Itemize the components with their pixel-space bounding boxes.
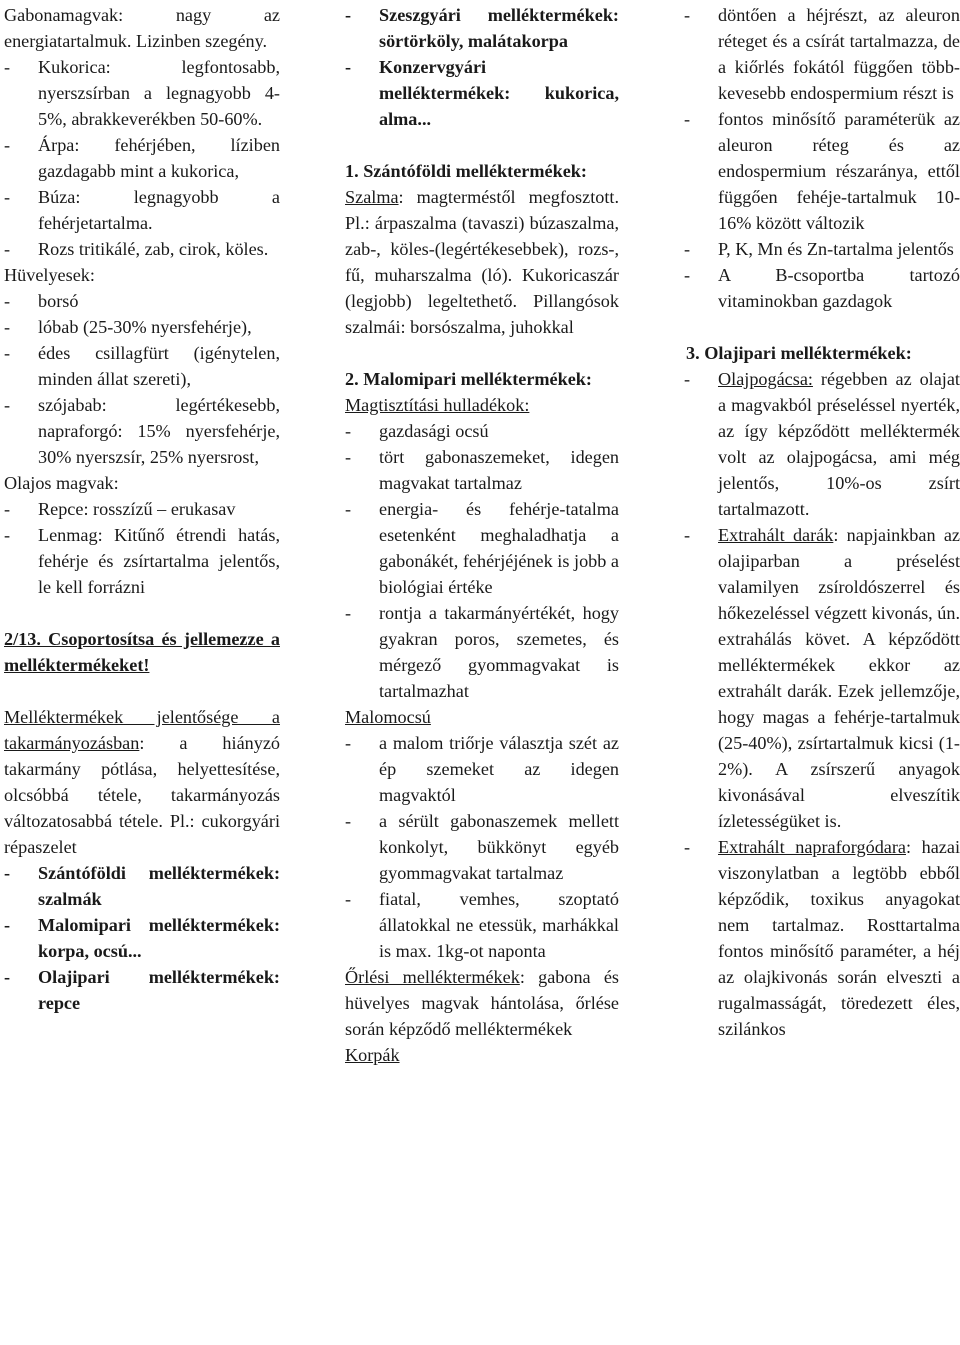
olaj-list bbox=[684, 366, 960, 1042]
list-item: - borsó bbox=[4, 288, 280, 314]
list-item: - A B-csoportba tartozó vitaminokban gazdagok bbox=[684, 262, 960, 314]
list-item: - rontja a takarmányértékét, hogy gyakran poros, szemetes, és mérgező gyommagvakat is tartalmazhat bbox=[345, 600, 619, 704]
list-item: - Kukorica: legfontosabb, nyerszsírban a legnagyobb 4-5%, abrakkeverékben 50-60%. bbox=[4, 54, 280, 132]
gabona-list bbox=[4, 54, 280, 262]
list-item: - Lenmag: Kitűnő étrendi hatás, fehérje és zsírtartalma jelentős, le kell forrázni bbox=[4, 522, 280, 600]
list-item: - Olajipari melléktermékek: repce bbox=[4, 964, 280, 1016]
magtisztitasi-label: Magtisztítási hulladékok: bbox=[345, 395, 530, 415]
list-item: - Malomipari melléktermékek: korpa, ocsú... bbox=[4, 912, 280, 964]
olajos-heading: Olajos magvak: bbox=[4, 473, 119, 493]
olajos-list bbox=[4, 496, 280, 600]
magtisztitasi-list bbox=[345, 418, 619, 704]
orlesi-text: : gabona és hüvelyes magvak hántolása, őrlése során képződő melléktermékek bbox=[345, 967, 619, 1039]
olajpogacsa-text: régebben az olajat a magvakból préseléssel nyerték, az így képződött melléktermék volt az olajpogácsa, ami még jelentős, 10%-os zsírt tartalmazott. bbox=[718, 369, 960, 519]
column-1 bbox=[4, 2, 280, 1016]
list-item: - lóbab (25-30% nyersfehérje), bbox=[4, 314, 280, 340]
szalma-paragraph bbox=[345, 184, 619, 340]
task-title: 2/13. Csoportosítsa és jellemezze a melléktermékeket! bbox=[4, 629, 280, 675]
list-item: - fontos minősítő paraméterük az aleuron réteg és az endospermium részaránya, ettől függően fehéje-tartalmuk 10-16% között változik bbox=[684, 106, 960, 236]
jelentoseg-label: Melléktermékek jelentősége a takarmányozásban bbox=[4, 707, 280, 753]
extrahalt-darak-label: Extrahált darák bbox=[718, 525, 834, 545]
list-item bbox=[684, 834, 960, 1042]
list-item: - édes csillagfürt (igénytelen, minden állat szereti), bbox=[4, 340, 280, 392]
list-item: - tört gabonaszemeket, idegen magvakat tartalmaz bbox=[345, 444, 619, 496]
szanto-heading: 1. Szántóföldi melléktermékek: bbox=[345, 161, 587, 181]
list-item: - energia- és fehérje-tatalma esetenként meghaladhatja a gabonákét, fehérjéjének is jobb a biológiai értéke bbox=[345, 496, 619, 600]
list-item bbox=[684, 522, 960, 834]
olajipari-heading: 3. Olajipari melléktermékek: bbox=[686, 343, 912, 363]
malomocsu-list bbox=[345, 730, 619, 964]
szalma-label: Szalma bbox=[345, 187, 399, 207]
korpak-label: Korpák bbox=[345, 1045, 400, 1065]
list-item: - szójabab: legértékesebb, napraforgó: 15% nyersfehérje, 30% nyerszsír, 25% nyersrost, bbox=[4, 392, 280, 470]
jelentoseg-text: : a hiányzó takarmány pótlása, helyettesítése, olcsóbbá tétele, takarmányozás változatosabbá tétele. Pl.: cukorgyári répaszelet bbox=[4, 733, 280, 857]
list-item: - Szántóföldi melléktermékek: szalmák bbox=[4, 860, 280, 912]
list-item: - fiatal, vemhes, szoptató állatokkal ne etessük, marhákkal is max. 1kg-ot naponta bbox=[345, 886, 619, 964]
szalma-text: : magterméstől megfosztott. Pl.: árpaszalma (tavaszi) búzaszalma, zab-, köles-(legértékesebbek), rozs-, fű, muharszalma (ló). Kukoricaszár (legjobb) legeltethető. Pillangósok szalmái: borsószalma, juhokkal bbox=[345, 187, 619, 337]
list-item: - Konzervgyári melléktermékek: kukorica, alma... bbox=[345, 54, 619, 132]
list-item: - Rozs tritikálé, zab, cirok, köles. bbox=[4, 236, 280, 262]
column-3 bbox=[686, 2, 960, 1042]
napraforgodara-label: Extrahált napraforgódara bbox=[718, 837, 906, 857]
list-item bbox=[684, 366, 960, 522]
list-item: - Szeszgyári melléktermékek: sörtörköly, malátakorpa bbox=[345, 2, 619, 54]
extrahalt-darak-text: : napjainkban az olajiparban a préselést valamilyen zsíroldószerrel és hőkezeléssel végzett kivonás, ún. extrahálás követ. A képződött melléktermékek ekkor az extrahált darák. Ezek jellemzője, hogy magas a fehérje-tartalmuk (25-40%), zsírtartalmuk kicsi (1-2%). A zsírszerű anyagok kivonásával elveszítik ízletességüket is. bbox=[718, 525, 960, 831]
orlesi-label: Őrlési melléktermékek bbox=[345, 967, 520, 987]
malom-heading: 2. Malomipari melléktermékek: bbox=[345, 369, 592, 389]
huvelyes-list bbox=[4, 288, 280, 470]
group-list bbox=[4, 860, 280, 1016]
gabona-intro: Gabonamagvak: nagy az energiatartalmuk. Lizinben szegény. bbox=[4, 5, 280, 51]
korpa-list bbox=[684, 2, 960, 314]
list-item: - döntően a héjrészt, az aleuron réteget és a csírát tartalmazza, de a kiőrlés fokától függően több-kevesebb endospermium részt is bbox=[684, 2, 960, 106]
top-list bbox=[345, 2, 619, 132]
huvelyes-heading: Hüvelyesek: bbox=[4, 265, 95, 285]
list-item: - Repce: rosszízű – erukasav bbox=[4, 496, 280, 522]
olajpogacsa-label: Olajpogácsa: bbox=[718, 369, 813, 389]
list-item: - a sérült gabonaszemek mellett konkolyt, bükkönyt egyéb gyommagvakat tartalmaz bbox=[345, 808, 619, 886]
column-2 bbox=[345, 2, 619, 1068]
malomocsu-label: Malomocsú bbox=[345, 707, 431, 727]
napraforgodara-text: : hazai viszonylatban a legtöbb ebből képződik, toxikus anyagokat nem tartalmaz. Rosttartalma fontos minősítő paraméter, a héj az olajkivonás során elveszti a rugalmasságát, töredezett éles, szilánkos bbox=[718, 837, 960, 1039]
list-item: - gazdasági ocsú bbox=[345, 418, 619, 444]
list-item: - Árpa: fehérjében, líziben gazdagabb mint a kukorica, bbox=[4, 132, 280, 184]
jelentoseg-paragraph bbox=[4, 704, 280, 860]
orlesi-paragraph bbox=[345, 964, 619, 1042]
list-item: - P, K, Mn és Zn-tartalma jelentős bbox=[684, 236, 960, 262]
list-item: - a malom triőrje választja szét az ép szemeket az idegen magvaktól bbox=[345, 730, 619, 808]
list-item: - Búza: legnagyobb a fehérjetartalma. bbox=[4, 184, 280, 236]
